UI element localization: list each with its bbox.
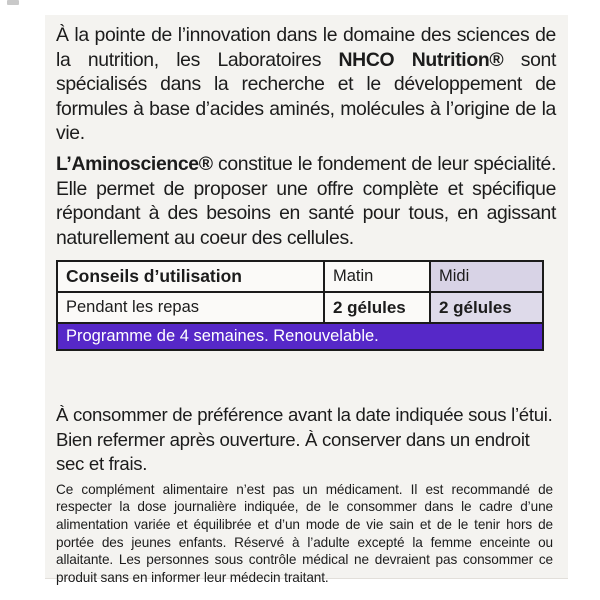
brand-name-nhco: NHCO Nutrition® [338, 48, 504, 71]
usage-dose-midi: 2 gélules [430, 292, 543, 323]
legal-disclaimer-paragraph: Ce complément alimentaire n’est pas un médicament. Il est recommandé de respecter la dose journalière indiquée, de le consommer dans le cadre d’une alimentation variée et équilibrée et d’un mode de vie sain et de le tenir hors de portée des jeunes enfants. Réservé à l’adulte excepté la femme enceinte ou allaitante. Les personnes sous contrôle médical ne devraient pas consommer ce produit sans en informer leur médecin traitant. [56, 481, 553, 586]
label-panel [45, 15, 568, 586]
storage-instructions-paragraph: À consommer de préférence avant la date indiquée sous l’étui. Bien refermer après ouverture. À conserver dans un endroit sec et frais. [56, 404, 553, 475]
program-duration-banner: Programme de 4 semaines. Renouvelable. [57, 323, 543, 350]
usage-table-dose-row [57, 292, 543, 323]
brand-intro-paragraph [56, 23, 556, 146]
usage-table-footer-row [57, 323, 543, 350]
aminoscience-paragraph [56, 152, 556, 250]
aminoscience-text: constitue le fondement de leur spécialité. Elle permet de proposer une offre complète et spécifique répondant à des besoins en santé pour tous, en agissant naturellement au coeur des cellules. [56, 152, 556, 249]
usage-header-matin: Matin [324, 261, 430, 292]
intro-text-after-brand: sont spécialisés dans la recherche et le développement de formules à base d’acides aminés, molécules à l’origine de la vie. [56, 48, 556, 145]
intro-text-before-brand: À la pointe de l’innovation dans le domaine des sciences de la nutrition, les Laboratoires [56, 24, 556, 71]
usage-header-title: Conseils d’utilisation [57, 261, 324, 292]
usage-header-midi: Midi [430, 261, 543, 292]
usage-table-header-row [57, 261, 543, 292]
usage-row-label: Pendant les repas [57, 292, 324, 323]
scan-artifact-mark [7, 0, 19, 5]
brand-name-aminoscience: L’Aminoscience® [56, 152, 213, 175]
usage-dose-matin: 2 gélules [324, 292, 430, 323]
usage-table [56, 260, 544, 351]
